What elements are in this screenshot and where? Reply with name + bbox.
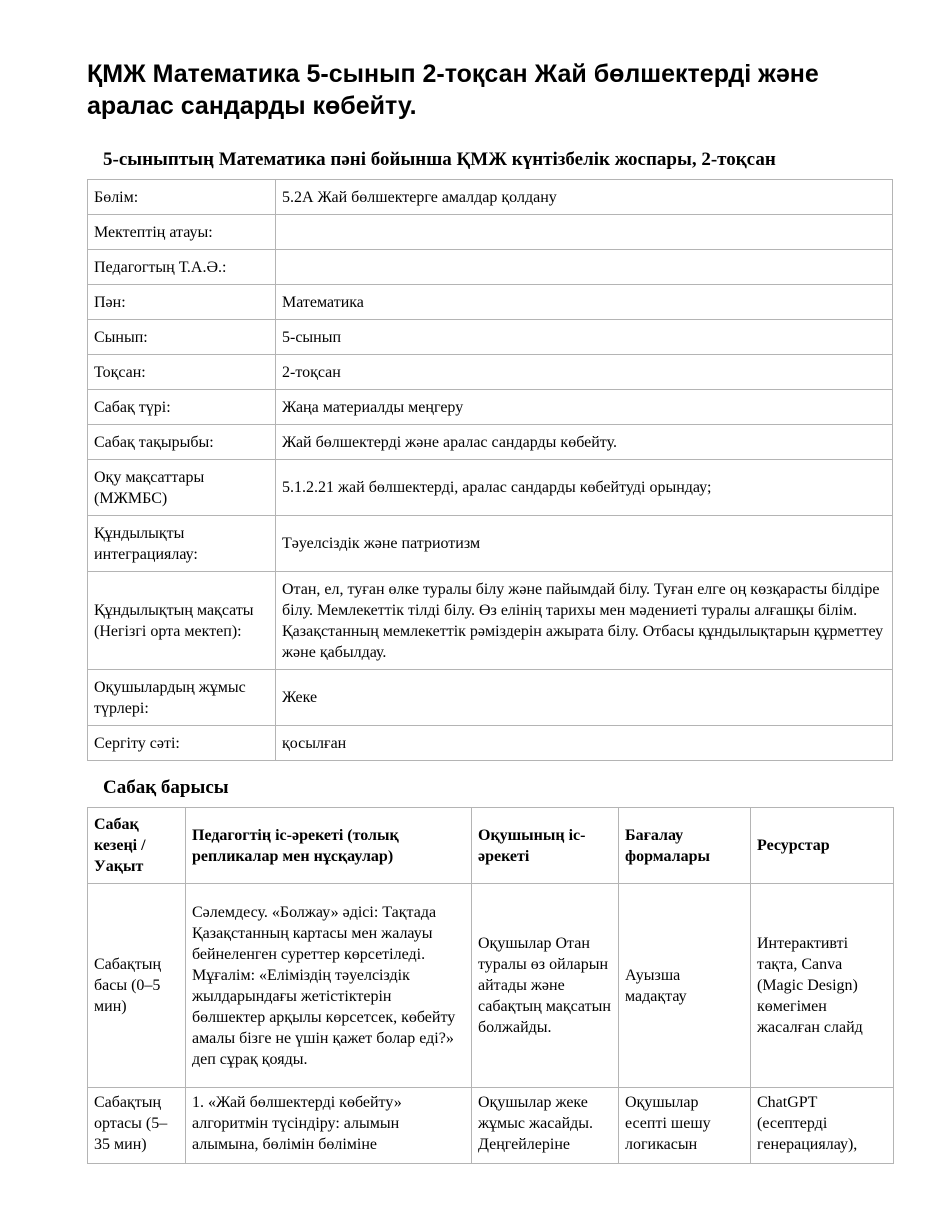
- info-label: Сабақ тақырыбы:: [88, 425, 276, 460]
- info-value: 5-сынып: [276, 320, 893, 355]
- lesson-teacher-activity: 1. «Жай бөлшектерді көбейту» алгоритмін түсіндіру: алымын алымына, бөлімін бөліміне: [186, 1088, 472, 1164]
- lesson-resources: Интерактивті тақта, Canva (Magic Design) көмегімен жасалған слайд: [751, 884, 894, 1088]
- info-row: [88, 425, 893, 460]
- header-assessment: Бағалау формалары: [619, 808, 751, 884]
- info-row: [88, 516, 893, 572]
- info-label: Мектептің атауы:: [88, 215, 276, 250]
- info-value: 5.1.2.21 жай бөлшектерді, аралас сандарды көбейтуді орындау;: [276, 460, 893, 516]
- info-label: Құндылықтың мақсаты (Негізгі орта мектеп):: [88, 572, 276, 670]
- info-label: Тоқсан:: [88, 355, 276, 390]
- info-row: [88, 355, 893, 390]
- info-row: [88, 215, 893, 250]
- lesson-progress-heading: Сабақ барысы: [103, 777, 229, 798]
- info-value: Отан, ел, туған өлке туралы білу және пайымдай білу. Туған елге оң көзқарасты білдіре білу. Мемлекеттік тілді білу. Өз елінің тарихы мен мәдениеті туралы алғашқы білім. Қазақстанның мемлекеттік рәміздерін ажырата білу. Отбасы құндылықтарын құрметтеу және қабылдау.: [276, 572, 893, 670]
- info-row: [88, 180, 893, 215]
- lesson-student-activity: Оқушылар Отан туралы өз ойларын айтады және сабақтың мақсатын болжайды.: [472, 884, 619, 1088]
- lesson-teacher-activity: Сәлемдесу. «Болжау» әдісі: Тақтада Қазақстанның картасы мен жалауы бейнеленген суреттер көрсетіледі. Мұғалім: «Еліміздің тәуелсіздік жылдарындағы жетістіктерін бөлшектер арқылы көрсетсек, көбейту амалы бізге не үшін қажет болар еді?» деп сұрақ қояды.: [186, 884, 472, 1088]
- lesson-table: [87, 807, 894, 1164]
- lesson-student-activity: Оқушылар жеке жұмыс жасайды. Деңгейлеріне: [472, 1088, 619, 1164]
- info-row: [88, 670, 893, 726]
- info-label: Сергіту сәті:: [88, 726, 276, 761]
- lesson-row: [88, 1088, 894, 1164]
- info-value: 5.2А Жай бөлшектерге амалдар қолдану: [276, 180, 893, 215]
- lesson-assessment: Ауызша мадақтау: [619, 884, 751, 1088]
- info-row: [88, 250, 893, 285]
- lesson-stage: Сабақтың ортасы (5–35 мин): [88, 1088, 186, 1164]
- info-row: [88, 285, 893, 320]
- lesson-header-row: [88, 808, 894, 884]
- header-resources: Ресурстар: [751, 808, 894, 884]
- info-label: Оқушылардың жұмыс түрлері:: [88, 670, 276, 726]
- info-value: [276, 215, 893, 250]
- info-value: Жеке: [276, 670, 893, 726]
- info-label: Құндылықты интеграциялау:: [88, 516, 276, 572]
- lesson-stage: Сабақтың басы (0–5 мин): [88, 884, 186, 1088]
- info-label: Педагогтың Т.А.Ә.:: [88, 250, 276, 285]
- info-label: Бөлім:: [88, 180, 276, 215]
- info-value: 2-тоқсан: [276, 355, 893, 390]
- info-row: [88, 320, 893, 355]
- info-row: [88, 390, 893, 425]
- info-label: Сабақ түрі:: [88, 390, 276, 425]
- lesson-resources: ChatGPT (есептерді генерациялау),: [751, 1088, 894, 1164]
- info-value: Тәуелсіздік және патриотизм: [276, 516, 893, 572]
- info-table: [87, 179, 893, 761]
- lesson-row: [88, 884, 894, 1088]
- info-value: Математика: [276, 285, 893, 320]
- info-label: Пән:: [88, 285, 276, 320]
- header-student-activity: Оқушының іс-әрекеті: [472, 808, 619, 884]
- info-label: Сынып:: [88, 320, 276, 355]
- info-value: Жай бөлшектерді және аралас сандарды көбейту.: [276, 425, 893, 460]
- info-label: Оқу мақсаттары (МЖМБС): [88, 460, 276, 516]
- info-value: Жаңа материалды меңгеру: [276, 390, 893, 425]
- lesson-assessment: Оқушылар есепті шешу логикасын: [619, 1088, 751, 1164]
- info-value: [276, 250, 893, 285]
- info-row: [88, 460, 893, 516]
- info-value: қосылған: [276, 726, 893, 761]
- header-teacher-activity: Педагогтің іс-әрекеті (толық репликалар мен нұсқаулар): [186, 808, 472, 884]
- plan-heading: 5-сыныптың Математика пәні бойынша ҚМЖ күнтізбелік жоспары, 2-тоқсан: [103, 149, 776, 170]
- info-row: [88, 572, 893, 670]
- document-title: ҚМЖ Математика 5-сынып 2-тоқсан Жай бөлшектерді және аралас сандарды көбейту.: [87, 60, 819, 120]
- info-row: [88, 726, 893, 761]
- header-stage: Сабақ кезеңі / Уақыт: [88, 808, 186, 884]
